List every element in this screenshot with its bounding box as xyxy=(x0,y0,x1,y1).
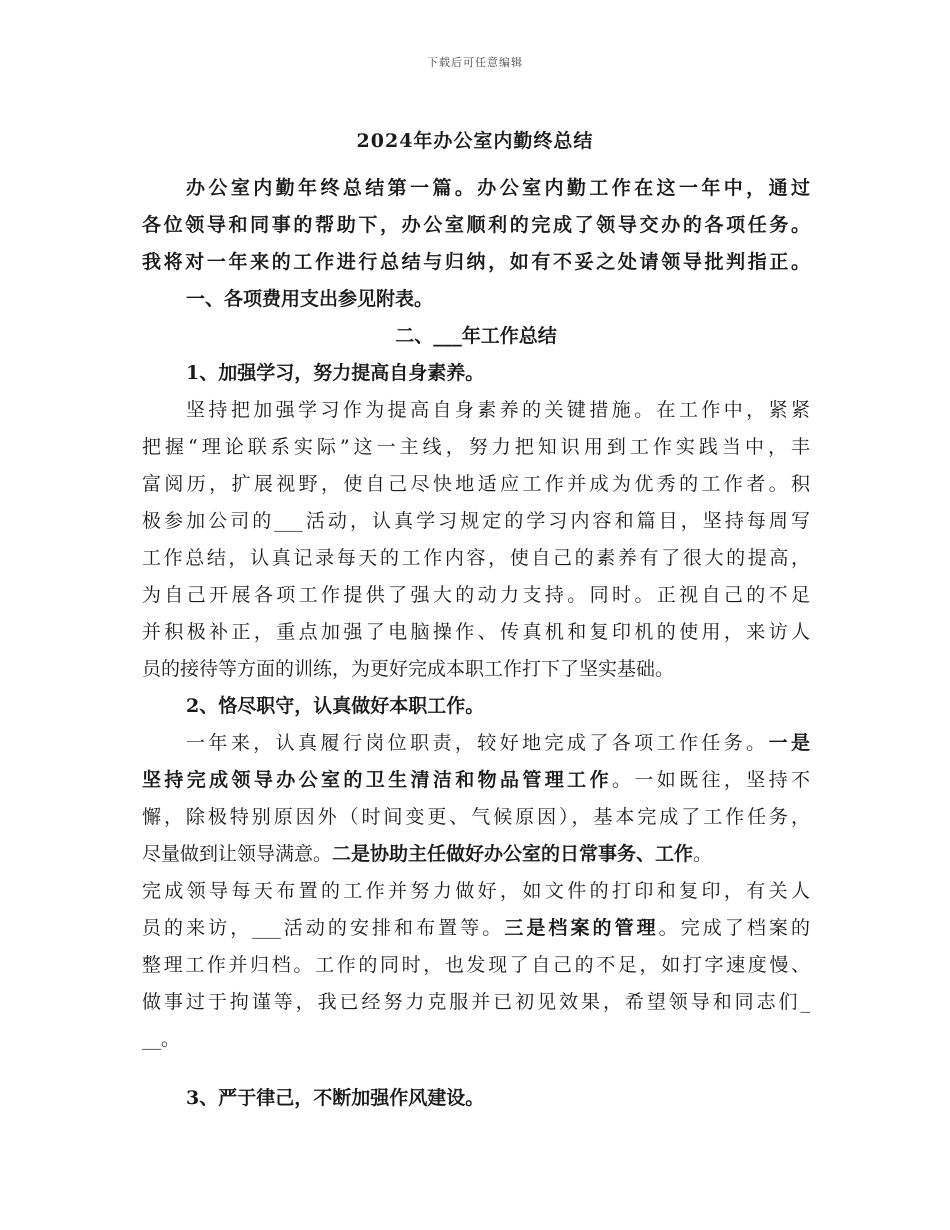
item-2-line-4 xyxy=(142,836,810,873)
item-2-line-3: 懈，除极特别原因外（时间变更、气候原因），基本完成了工作任务， xyxy=(142,806,810,828)
item-1-line-8: 员的接待等方面的训练，为更好完成本职工作打下了坚实基础。 xyxy=(142,658,675,680)
item-2-line-1 xyxy=(142,725,810,762)
item-2-bold-text: 二是协助主任做好办公室的日常事务、工作 xyxy=(332,843,694,865)
item-1-line-3: 富阅历，扩展视野，使自己尽快地适应工作并成为优秀的工作者。积 xyxy=(142,473,810,495)
item-2-bold-text: 三是档案的管理 xyxy=(504,917,659,939)
item-1-line-2: 把握“理论联系实际”这一主线，努力把知识用到工作实践当中，丰 xyxy=(142,436,810,458)
intro-line-1: 办公室内勤年终总结第一篇。办公室内勤工作在这一年中，通过 xyxy=(186,177,810,199)
item-2-bold-label: 一是 xyxy=(768,732,810,754)
item-2-line-2 xyxy=(142,762,810,799)
item-2-line-8: 做事过于拘谨等，我已经努力克服并已初见效果，希望领导和同志们_ xyxy=(142,991,810,1013)
item-3-heading: 3、严于律己，不断加强作风建设。 xyxy=(186,1087,485,1109)
item-2-bold-text: 坚持完成领导办公室的卫生清洁和物品管理工作 xyxy=(142,769,612,791)
item-1-line-5: 工作总结，认真记录每天的工作内容，使自己的素养有了很大的提高， xyxy=(142,547,810,569)
item-1-line-7: 并积极补正，重点加强了电脑操作、传真机和复印机的使用，来访人 xyxy=(142,621,810,643)
item-1-heading: 1、加强学习，努力提高自身素养。 xyxy=(186,362,485,384)
section-heading-1: 一、各项费用支出参见附表。 xyxy=(186,288,434,310)
item-2-text: 尽量做到让领导满意。 xyxy=(142,843,333,865)
item-2-text: 。一如既往，坚持不 xyxy=(611,769,810,791)
item-1-line-1: 坚持把加强学习作为提高自身素养的关键措施。在工作中，紧紧 xyxy=(186,399,810,421)
item-2-text: 。完成了档案的 xyxy=(658,917,810,939)
section-heading-2: 二、___年工作总结 xyxy=(395,325,557,347)
item-2-line-6 xyxy=(142,910,810,947)
item-2-heading: 2、恪尽职守，认真做好本职工作。 xyxy=(186,695,485,717)
item-2-line-7: 整理工作并归档。工作的同时，也发现了自己的不足，如打字速度慢、 xyxy=(142,954,810,976)
document-title: 2024年办公室内勤终总结 xyxy=(356,130,594,152)
intro-line-3: 我将对一年来的工作进行总结与归纳，如有不妥之处请领导批判指正。 xyxy=(142,251,810,273)
item-2-text: 员的来访，___活动的安排和布置等。 xyxy=(142,917,505,939)
item-2-text: 。 xyxy=(693,843,713,865)
item-1-line-6: 为自己开展各项工作提供了强大的动力支持。同时。正视自己的不足 xyxy=(142,584,810,606)
item-2-line-9: __。 xyxy=(142,1028,181,1050)
item-2-line-5: 完成领导每天布置的工作并努力做好，如文件的打印和复印，有关人 xyxy=(142,880,810,902)
intro-line-2: 各位领导和同事的帮助下，办公室顺利的完成了领导交办的各项任务。 xyxy=(142,214,810,236)
item-1-line-4: 极参加公司的___活动，认真学习规定的学习内容和篇目，坚持每周写 xyxy=(142,510,810,532)
paragraph-gap xyxy=(142,1058,810,1080)
header-note: 下载后可任意编辑 xyxy=(427,56,523,69)
document-body xyxy=(142,170,810,1117)
item-2-text: 一年来，认真履行岗位职责，较好地完成了各项工作任务。 xyxy=(186,732,769,754)
